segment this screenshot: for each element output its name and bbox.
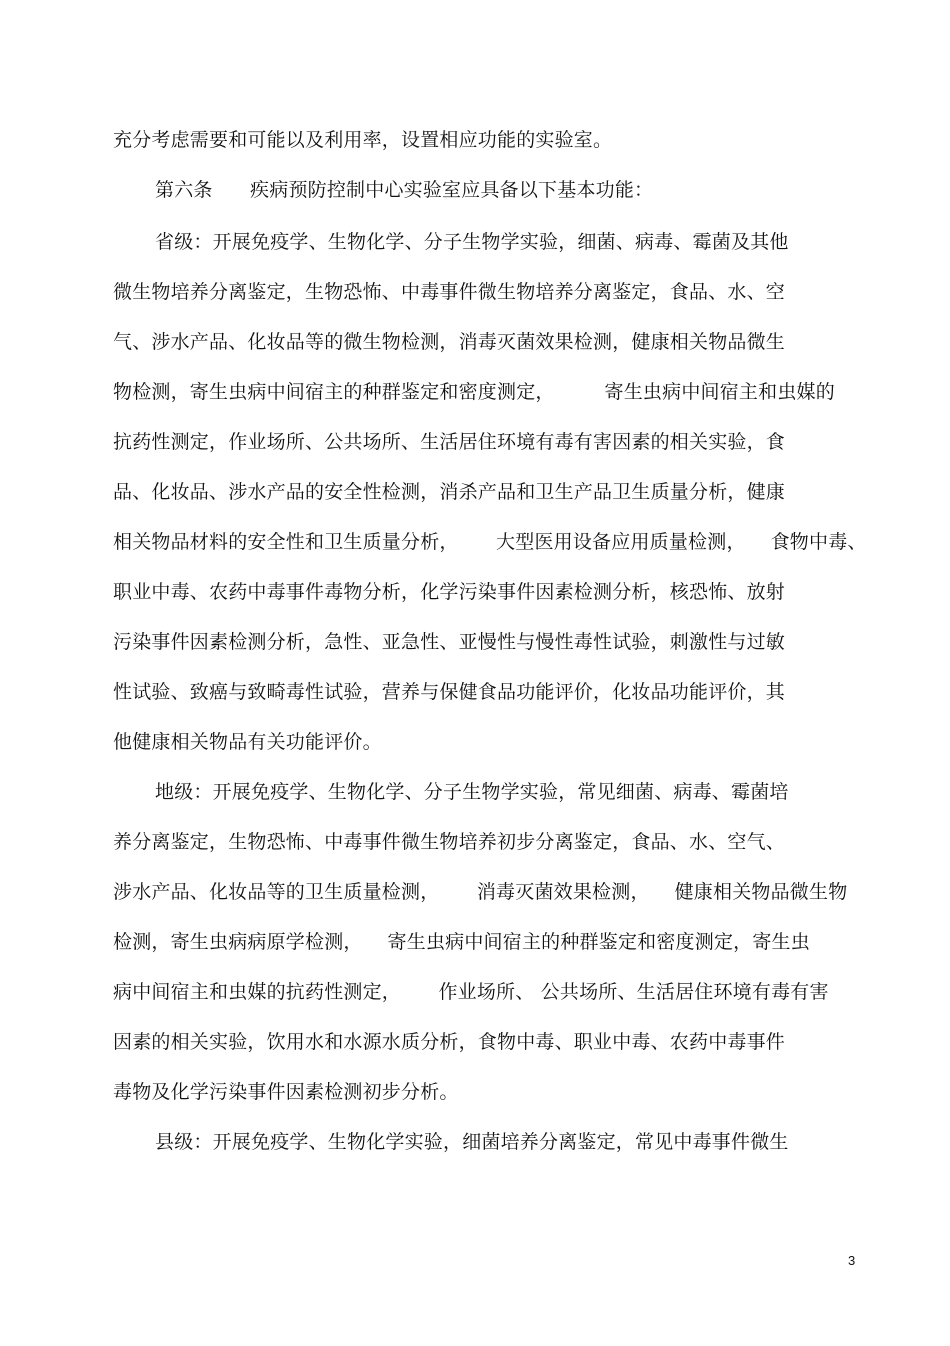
text-line: 病中间宿主和虫媒的抗药性测定， 作业场所、 公共场所、生活居住环境有毒有害 (113, 981, 829, 1003)
text-line: 充分考虑需要和可能以及利用率，设置相应功能的实验室。 (113, 129, 613, 151)
text-line: 毒物及化学污染事件因素检测初步分析。 (113, 1081, 459, 1103)
text-line: 品、化妆品、涉水产品的安全性检测，消杀产品和卫生产品卫生质量分析，健康 (113, 481, 786, 503)
text-line: 相关物品材料的安全性和卫生质量分析， 大型医用设备应用质量检测， 食物中毒、 (113, 531, 867, 553)
text-line: 气、涉水产品、化妆品等的微生物检测，消毒灭菌效果检测，健康相关物品微生 (113, 331, 786, 353)
paragraph-prefecture-start: 地级：开展免疫学、生物化学、分子生物学实验，常见细菌、病毒、霉菌培 (155, 781, 789, 803)
text-line: 抗药性测定，作业场所、公共场所、生活居住环境有毒有害因素的相关实验，食 (113, 431, 786, 453)
article-heading: 第六条 疾病预防控制中心实验室应具备以下基本功能： (155, 179, 654, 201)
text-line: 物检测，寄生虫病中间宿主的种群鉴定和密度测定， 寄生虫病中间宿主和虫媒的 (113, 381, 835, 403)
text-line: 涉水产品、化妆品等的卫生质量检测， 消毒灭菌效果检测， 健康相关物品微生物 (113, 881, 848, 903)
text-line: 他健康相关物品有关功能评价。 (113, 731, 382, 753)
text-line: 职业中毒、农药中毒事件毒物分析，化学污染事件因素检测分析，核恐怖、放射 (113, 581, 786, 603)
page-number: 3 (848, 1253, 856, 1268)
paragraph-provincial-start: 省级：开展免疫学、生物化学、分子生物学实验，细菌、病毒、霉菌及其他 (155, 231, 789, 253)
text-line: 检测，寄生虫病病原学检测， 寄生虫病中间宿主的种群鉴定和密度测定，寄生虫 (113, 931, 810, 953)
text-line: 养分离鉴定，生物恐怖、中毒事件微生物培养初步分离鉴定，食品、水、空气、 (113, 831, 786, 853)
text-line: 性试验、致癌与致畸毒性试验，营养与保健食品功能评价，化妆品功能评价，其 (113, 681, 786, 703)
text-line: 污染事件因素检测分析，急性、亚急性、亚慢性与慢性毒性试验，刺激性与过敏 (113, 631, 786, 653)
text-line: 微生物培养分离鉴定，生物恐怖、中毒事件微生物培养分离鉴定，食品、水、空 (113, 281, 786, 303)
text-line: 因素的相关实验，饮用水和水源水质分析，食物中毒、职业中毒、农药中毒事件 (113, 1031, 786, 1053)
paragraph-county-start: 县级：开展免疫学、生物化学实验，细菌培养分离鉴定，常见中毒事件微生 (155, 1131, 789, 1153)
